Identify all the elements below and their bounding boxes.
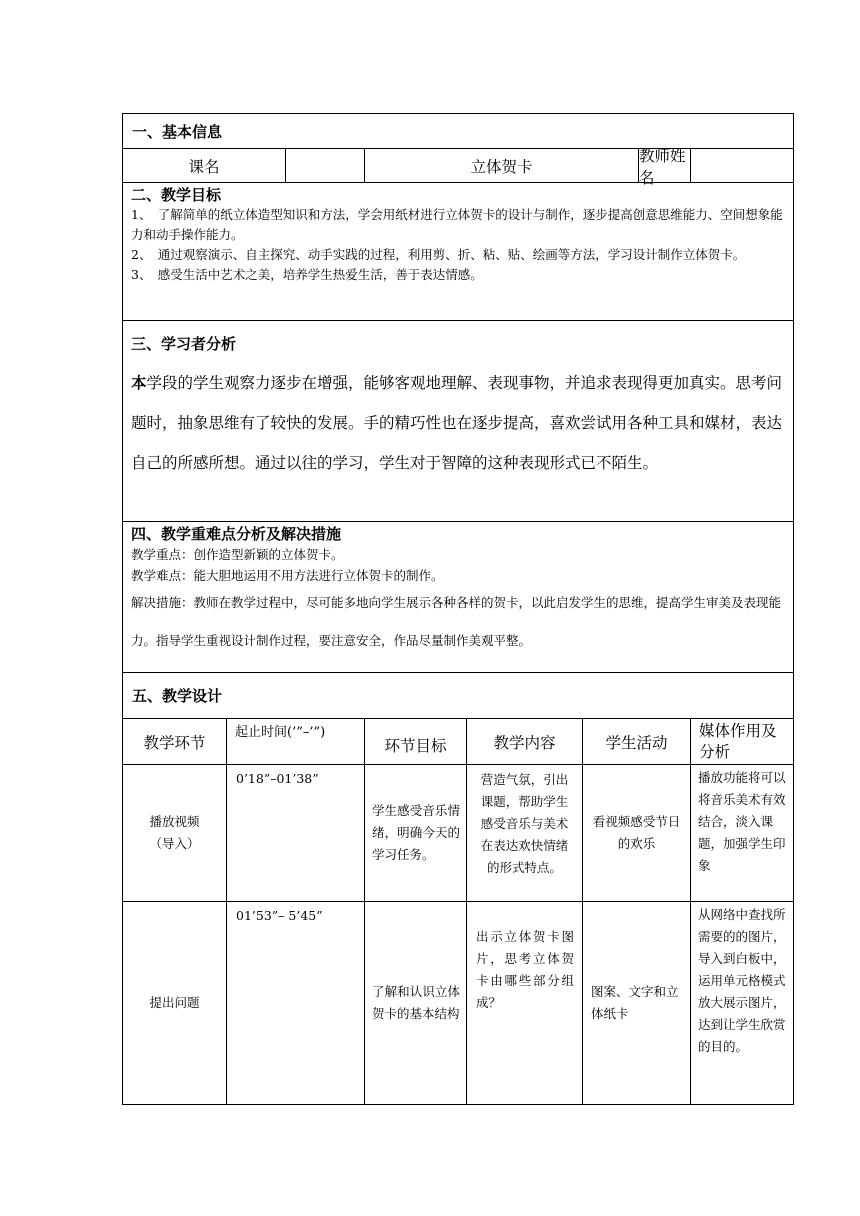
course-value: 立体贺卡 xyxy=(365,149,639,182)
activity-cell: 图案、文字和立体纸卡 xyxy=(583,902,691,1105)
measures: 解决措施：教师在教学过程中，尽可能多地向学生展示各种各样的贺卡，以此启发学生的思维，提高学生审美及表现能力。指导学生重视设计制作过程，要注意安全，作品尽量制作美观平整。 xyxy=(131,595,782,648)
goal-cell: 学生感受音乐情绪，明确今天的学习任务。 xyxy=(365,765,467,902)
learner-analysis-text: 本学段的学生观察力逐步在增强，能够客观地理解、表现事物，并追求表现得更加真实。思考问题时，抽象思维有了较快的发展。手的精巧性也在逐步提高，喜欢尝试用各种工具和媒材，表达自己的所感所想。通过以往的学习，学生对于智障的这种表现形式已不陌生。 xyxy=(131,373,783,472)
section-learners xyxy=(123,321,794,522)
teacher-value xyxy=(691,149,794,183)
course-row xyxy=(123,149,365,183)
lesson-plan-document xyxy=(122,113,793,1105)
time-cell: 01’53”– 5’45” xyxy=(227,902,365,1105)
stage-cell: 播放视频 （导入） xyxy=(123,765,227,902)
key-point: 教学重点：创作造型新颖的立体贺卡。 xyxy=(131,547,344,562)
content-cell: 营造气氛，引出课题，帮助学生感受音乐与美术在表达欢快情绪的形式特点。 xyxy=(467,765,583,902)
section-heading: 五、教学设计 xyxy=(132,687,223,705)
section-difficulties xyxy=(123,522,794,673)
goal-item: 3、 感受生活中艺术之美，培养学生热爱生活，善于表达情感。 xyxy=(131,267,483,282)
lead-char: 本 xyxy=(131,373,147,392)
goal-item: 1、 了解简单的纸立体造型知识和方法，学会用纸材进行立体贺卡的设计与制作，逐步提高创意思维能力、空间想象能力和动手操作能力。 xyxy=(131,207,783,242)
course-label: 课名 xyxy=(123,149,286,182)
section-heading: 一、基本信息 xyxy=(132,122,223,141)
section-heading: 四、教学重难点分析及解决措施 xyxy=(131,525,342,543)
header-goal: 环节目标 xyxy=(365,719,467,765)
goal-item: 2、 通过观察演示、自主探究、动手实践的过程，利用剪、折、粘、贴、绘画等方法，学习设计制作立体贺卡。 xyxy=(131,247,746,262)
activity-cell: 看视频感受节日的欢乐 xyxy=(583,765,691,902)
teacher-label: 教师姓名 xyxy=(639,146,686,187)
section-basic-info xyxy=(123,114,794,149)
section-heading: 三、学习者分析 xyxy=(131,335,237,353)
design-header-row xyxy=(123,719,794,765)
course-value-cell xyxy=(365,146,691,187)
table-row xyxy=(123,902,794,1105)
header-stage: 教学环节 xyxy=(123,719,227,765)
content-cell: 出示立体贺卡图片，思考立体贺卡由哪些部分组成？ xyxy=(467,902,583,1105)
section-heading: 二、教学目标 xyxy=(131,186,222,204)
table-row xyxy=(123,765,794,902)
section-design xyxy=(123,673,794,719)
media-cell: 播放功能将可以将音乐美术有效结合，淡入课题，加强学生印象 xyxy=(691,765,794,902)
section-goals xyxy=(123,183,794,321)
time-cell: 0’18”–01’38” xyxy=(227,765,365,902)
header-activity: 学生活动 xyxy=(583,719,691,765)
stage-cell: 提出问题 xyxy=(123,902,227,1105)
header-content: 教学内容 xyxy=(467,719,583,765)
lesson-plan-table xyxy=(122,113,794,1105)
header-time: 起止时间(’”–’”) xyxy=(227,719,365,765)
media-cell: 从网络中查找所需要的的图片，导入到白板中，运用单元格模式放大展示图片，达到让学生欣赏的目的。 xyxy=(691,902,794,1105)
goal-cell: 了解和认识立体贺卡的基本结构 xyxy=(365,902,467,1105)
header-media: 媒体作用及分析 xyxy=(691,719,794,765)
hard-point: 教学难点：能大胆地运用不用方法进行立体贺卡的制作。 xyxy=(131,568,444,583)
